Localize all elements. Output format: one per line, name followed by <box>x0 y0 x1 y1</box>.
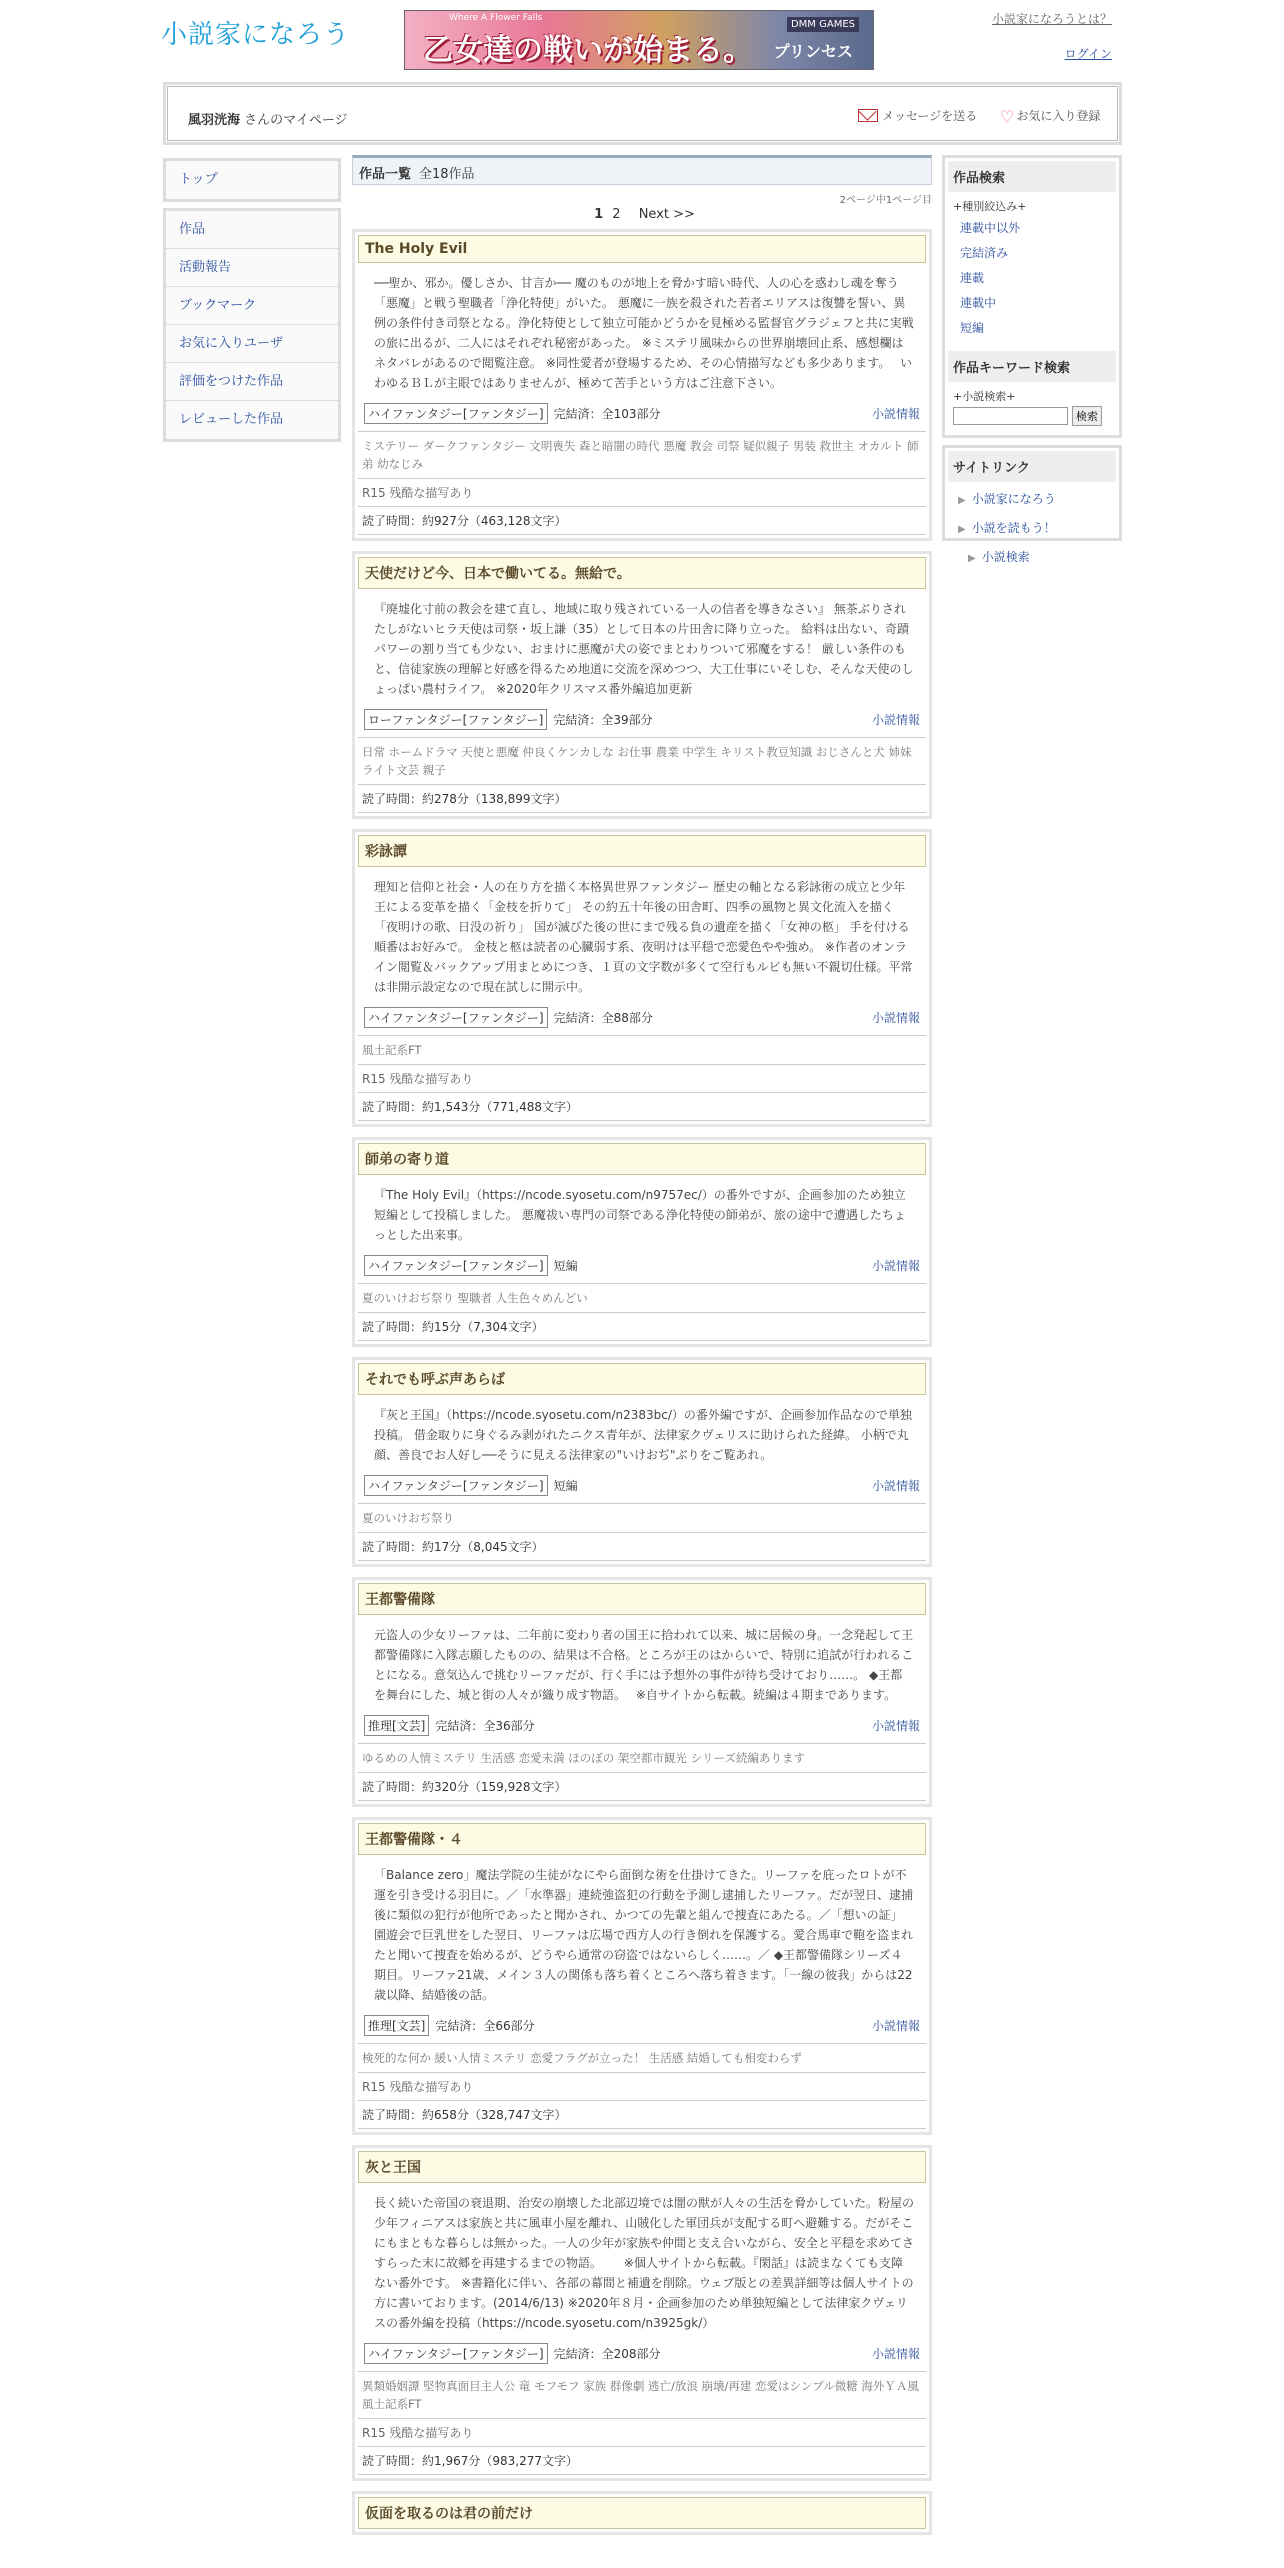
novel-status: 完結済：全208部分 <box>553 2347 661 2361</box>
triangle-icon: ▶ <box>968 553 976 564</box>
novel-info-link[interactable]: 小説情報 <box>871 407 920 421</box>
banner-tagline: Where A Flower Falls <box>449 13 543 23</box>
nav-rated-works[interactable]: 評価をつけた作品 <box>166 363 338 401</box>
novel-keywords: ゆるめの人情ミステリ 生活感 恋愛未満 ほのぼの 架空都市観光 シリーズ続編あります <box>358 1743 926 1772</box>
novel-reading-time: 読了時間：約927分（463,128文字） <box>358 506 926 535</box>
list-heading: 作品一覧 <box>359 167 412 182</box>
novel-info-link[interactable]: 小説情報 <box>871 1011 920 1025</box>
novel-status: 完結済：全39部分 <box>553 713 653 727</box>
list-header <box>352 155 932 185</box>
filter-label: +種別絞込み+ <box>953 200 1027 213</box>
novel-meta-row <box>358 1713 926 1743</box>
novel-excerpt: 理知と信仰と社会・人の在り方を描く本格異世界ファンタジー 歴史の軸となる彩詠術の成立と少年王による変革を描く「金枝を折りて」 その約五十年後の田舎町、四季の風物と異文化流入を描く「夜明けの歌、日没の祈り」 国が滅びた後の世にまで残る負の遺産を描く「女神の柩」 手を付ける順番はお好みで。 金枝と柩は読者の心臓弱す系、夜明けは平穏で恋愛色やや強め。 ※作者のオンライン閲覧＆バックアップ用まとめにつき、１頁の文字数が多くて空行もルビも無い不親切仕様。平常は非開示設定なので現在試しに開示中。 <box>374 880 913 994</box>
filter-not-serial[interactable]: 連載中以外 <box>960 221 1021 235</box>
pager-next[interactable]: Next >> <box>638 207 695 222</box>
novel-title[interactable]: The Holy Evil <box>358 235 926 263</box>
site-link-yomou[interactable] <box>948 511 1116 540</box>
site-links-heading: サイトリンク <box>948 451 1116 482</box>
novel-genre: ハイファンタジー[ファンタジー] <box>364 1007 548 1028</box>
novel-title[interactable]: 仮面を取るのは君の前だけ <box>358 2497 926 2529</box>
nav-favorite-users[interactable]: お気に入りユーザ <box>166 325 338 363</box>
novel-excerpt: ──聖か、邪か。優しさか、甘言か── 魔のものが地上を脅かす暗い時代、人の心を惑わし魂を奪う「悪魔」と戦う聖職者「浄化特使」がいた。 悪魔に一族を殺された若者エリアスは復讐を誓い、異例の条件付き司祭となる。浄化特使として独立可能かどうかを見極める監督官グラジェフと共に実戦の旅に出るが、二人にはそれぞれ秘密があった。 ※ミステリ風味からの世界崩壊回止系、感想欄はネタバレがあるので閲覧注意。 ※同性愛者が登場するため、その心情描写なども多少あります。 いわゆるＢＬが主眼ではありませんが、極めて苦手という方はご注意下さい。 <box>374 276 914 390</box>
search-heading: 作品検索 <box>948 161 1116 192</box>
novel-genre: ハイファンタジー[ファンタジー] <box>364 403 548 424</box>
novel-status: 短編 <box>553 1259 578 1273</box>
novel-genre: 推理[文芸] <box>364 1715 429 1736</box>
novel-status: 完結済：全36部分 <box>435 1719 535 1733</box>
user-bar-inner <box>167 86 1118 141</box>
nav-top[interactable]: トップ <box>166 161 338 199</box>
novel-genre: ローファンタジー[ファンタジー] <box>364 709 547 730</box>
page-info: 2ページ中1ページ目 <box>839 195 932 206</box>
novel-reading-time: 読了時間：約320分（159,928文字） <box>358 1772 926 1801</box>
triangle-icon: ▶ <box>958 495 966 506</box>
novel-status: 短編 <box>553 1479 578 1493</box>
novel-excerpt: 『The Holy Evil』（https://ncode.syosetu.com/n9757ec/）の番外ですが、企画参加のため独立短編として投稿しました。 悪魔祓い専門の司祭である浄化特使の師弟が、旅の途中で遭遇したちょっとした出来事。 <box>374 1188 906 1242</box>
about-link[interactable]: 小説家になろうとは？ <box>991 12 1112 26</box>
send-message-button[interactable] <box>858 107 977 124</box>
novel-title[interactable]: 師弟の寄り道 <box>358 1143 926 1175</box>
novel-info-link[interactable]: 小説情報 <box>871 2347 920 2361</box>
novel-r15: R15 残酷な描写あり <box>358 2072 926 2100</box>
novel-keywords: 夏のいけおぢ祭り <box>358 1503 926 1532</box>
site-logo[interactable]: 小説家になろう <box>161 20 351 50</box>
site-link-label: 小説家になろう <box>971 492 1056 506</box>
novel-genre: ハイファンタジー[ファンタジー] <box>364 2343 548 2364</box>
pager <box>352 207 932 229</box>
keyword-heading: 作品キーワード検索 <box>948 351 1116 382</box>
nav-works[interactable]: 作品 <box>166 211 338 249</box>
novel-genre: ハイファンタジー[ファンタジー] <box>364 1475 548 1496</box>
novel-list <box>352 229 932 2535</box>
novel-entry <box>352 2491 932 2535</box>
mail-icon <box>858 109 878 122</box>
novel-meta-row <box>358 707 926 737</box>
list-count: 全18作品 <box>419 167 475 182</box>
novel-entry <box>352 229 932 541</box>
pager-page-2[interactable]: 2 <box>612 207 621 222</box>
novel-entry <box>352 1137 932 1347</box>
novel-title[interactable]: それでも呼ぶ声あらば <box>358 1363 926 1395</box>
novel-keywords: 検死的な何か 緩い人情ミステリ 恋愛フラグが立った！ 生活感 結婚しても相変わらず <box>358 2043 926 2072</box>
user-title <box>188 109 348 128</box>
keyword-label: +小説検索+ <box>953 390 1016 403</box>
login-link[interactable]: ログイン <box>1064 47 1112 61</box>
site-link-search[interactable] <box>948 540 1116 569</box>
novel-excerpt: 長く続いた帝国の衰退期、治安の崩壊した北部辺境では闇の獣が人々の生活を脅かしていた。粉屋の少年フィニアスは家族と共に風車小屋を離れ、山賊化した軍団兵が支配する町へ避難する。だがそこにもまともな暮らしは無かった。一人の少年が家族や仲間と支え合いながら、安全と平穏を求めてさすらった末に故郷を再建するまでの物語。 ※個人サイトから転載。『閑話』は読まなくても支障ない番外です。 ※書籍化に伴い、各部の幕間と補遺を削除。ウェブ版との差異詳細等は個人サイトの方に書いております。(2014/6/13) ※2020年８月・企画参加のため単独短編として法律家クヴェリスの番外編を投稿（https://ncode.syosetu.com/n3925gk/） <box>374 2196 915 2330</box>
novel-info-link[interactable]: 小説情報 <box>871 1259 920 1273</box>
nav-bookmark[interactable]: ブックマーク <box>166 287 338 325</box>
heart-icon: ♡ <box>1000 107 1015 126</box>
novel-status: 完結済：全88部分 <box>553 1011 653 1025</box>
novel-entry <box>352 1817 932 2135</box>
search-panel <box>942 155 1122 438</box>
novel-r15: R15 残酷な描写あり <box>358 2418 926 2446</box>
novel-title[interactable]: 王都警備隊 <box>358 1583 926 1615</box>
novel-status: 完結済：全66部分 <box>435 2019 535 2033</box>
site-link-syosetu[interactable] <box>948 482 1116 511</box>
novel-excerpt: 『廃墟化寸前の教会を建て直し、地域に取り残されている一人の信者を導きなさい』 無茶ぶりされたしがないヒラ天使は司祭・坂上謙（35）として日本の片田舎に降り立った。 給料は出ない、奇蹟パワーの割り当ても少ない、おまけに悪魔が犬の姿でまとわりついて邪魔をする！ 厳しい条件のもと、信徒家族の理解と好感を得るため地道に交流を深めつつ、大工仕事にいそしむ、そんな天使のしょっぱい農村ライフ。 ※2020年クリスマス番外編追加更新 <box>374 602 914 696</box>
keyword-search-button[interactable]: 検索 <box>1072 406 1102 426</box>
novel-meta-row <box>358 1005 926 1035</box>
novel-genre: ハイファンタジー[ファンタジー] <box>364 1255 548 1276</box>
novel-meta-row <box>358 2013 926 2043</box>
novel-excerpt: 「Balance zero」魔法学院の生徒がなにやら面倒な術を仕掛けてきた。リーファを庇ったロトが不運を引き受ける羽目に。／「水準器」連続強盗犯の行動を予測し逮捕したリーファ。だが翌日、逮捕後に類似の犯行が他所であったと聞かされ、かつての先輩と組んで捜査にあたる。／「想いの証」園遊会で巨乳世をした翌日、リーファは広場で西方人の行き倒れを保護する。愛合馬車で鞄を盗まれたと聞いて捜査を始めるが、どうやら通常の窃盗ではないらしく……。／ ◆王都警備隊シリーズ４期目。リーファ21歳、メイン３人の関係も落ち着くところへ落ち着きます。「一線の彼我」からは22歳以降、結婚後の話。 <box>374 1868 914 2002</box>
novel-title[interactable]: 彩詠譚 <box>358 835 926 867</box>
filter-ongoing[interactable]: 連載中 <box>960 296 997 310</box>
site-links-panel <box>942 445 1122 564</box>
novel-keywords: ミステリー ダークファンタジー 文明喪失 森と暗闇の時代 悪魔 教会 司祭 疑似親子 男装 救世主 オカルト 師弟 幼なじみ <box>358 431 926 478</box>
user-suffix: さんのマイページ <box>244 113 348 128</box>
novel-reading-time: 読了時間：約17分（8,045文字） <box>358 1532 926 1561</box>
banner-sub: プリンセス <box>773 42 853 61</box>
site-link-label: 小説検索 <box>981 550 1030 564</box>
left-nav <box>163 158 341 448</box>
novel-entry <box>352 1357 932 1567</box>
novel-title[interactable]: 灰と王国 <box>358 2151 926 2183</box>
nav-menu-box <box>163 208 341 442</box>
banner-brand: DMM GAMES <box>787 17 859 32</box>
nav-reviewed-works[interactable]: レビューした作品 <box>166 401 338 439</box>
pager-current: 1 <box>594 207 604 222</box>
triangle-icon: ▶ <box>958 524 966 535</box>
header <box>0 0 1284 78</box>
novel-entry <box>352 551 932 819</box>
novel-reading-time: 読了時間：約1,967分（983,277文字） <box>358 2446 926 2475</box>
novel-status: 完結済：全103部分 <box>553 407 661 421</box>
send-message-label: メッセージを送る <box>882 109 978 123</box>
banner-headline: 乙女達の戦いが始まる。 <box>423 33 753 68</box>
ad-banner[interactable] <box>404 10 874 70</box>
user-bar <box>163 82 1122 145</box>
novel-excerpt: 『灰と王国』（https://ncode.syosetu.com/n2383bc/）の番外編ですが、企画参加作品なので単独投稿。 借金取りに身ぐるみ剥がれたニクス青年が、法律家クヴェリスに助けられた経緯。 小柄で丸顔、善良でお人好し──そうに見える法律家の"いけおぢ"ぶりをご覧あれ。 <box>374 1408 912 1462</box>
novel-meta-row <box>358 2341 926 2371</box>
novel-reading-time: 読了時間：約658分（328,747文字） <box>358 2100 926 2129</box>
novel-reading-time: 読了時間：約278分（138,899文字） <box>358 784 926 813</box>
novel-reading-time: 読了時間：約1,543分（771,488文字） <box>358 1092 926 1121</box>
site-link-label: 小説を読もう！ <box>971 521 1056 535</box>
novel-r15: R15 残酷な描写あり <box>358 1064 926 1092</box>
novel-info-link[interactable]: 小説情報 <box>871 2019 920 2033</box>
filter-short[interactable]: 短編 <box>960 321 985 335</box>
nav-top-box <box>163 158 341 202</box>
main-content <box>352 155 932 2545</box>
novel-keywords: 夏のいけおぢ祭り 聖職者 人生色々めんどい <box>358 1283 926 1312</box>
novel-title[interactable]: 王都警備隊・４ <box>358 1823 926 1855</box>
keyword-row <box>948 406 1116 432</box>
novel-info-link[interactable]: 小説情報 <box>871 713 920 727</box>
favorite-register-button[interactable] <box>1000 107 1100 126</box>
favorite-register-label: お気に入り登録 <box>1016 109 1101 123</box>
filter-serial[interactable]: 連載 <box>960 271 985 285</box>
novel-entry <box>352 1577 932 1807</box>
user-name: 風羽洸海 <box>188 113 241 128</box>
novel-keywords: 日常 ホームドラマ 天使と悪魔 仲良くケンカしな お仕事 農業 中学生 キリスト教豆知識 おじさんと犬 姉妹 ライト文芸 親子 <box>358 737 926 784</box>
novel-genre: 推理[文芸] <box>364 2015 429 2036</box>
novel-excerpt: 元盗人の少女リーファは、二年前に変わり者の国王に拾われて以来、城に居候の身。一念発起して王都警備隊に入隊志願したものの、結果は不合格。ところが王のはからいで、特別に追試が行われることになる。意気込んで挑むリーファだが、行く手には予想外の事件が待ち受けており……。 ◆王都を舞台にした、城と街の人々が織り成す物語。 ※自サイトから転載。続編は４期まであります。 <box>374 1628 914 1702</box>
nav-activity[interactable]: 活動報告 <box>166 249 338 287</box>
novel-info-link[interactable]: 小説情報 <box>871 1479 920 1493</box>
novel-meta-row <box>358 1473 926 1503</box>
novel-title[interactable]: 天使だけど今、日本で働いてる。無給で。 <box>358 557 926 589</box>
novel-reading-time: 読了時間：約15分（7,304文字） <box>358 1312 926 1341</box>
novel-keywords: 異類婚姻譚 堅物真面目主人公 竜 モフモフ 家族 群像劇 逃亡/放浪 崩壊/再建 恋愛はシンプル微糖 海外ＹＡ風 風土記系FT <box>358 2371 926 2418</box>
novel-entry <box>352 829 932 1127</box>
novel-meta-row <box>358 1253 926 1283</box>
keyword-input[interactable] <box>953 407 1068 425</box>
filter-completed[interactable]: 完結済み <box>960 246 1009 260</box>
novel-r15: R15 残酷な描写あり <box>358 478 926 506</box>
novel-keywords: 風土記系FT <box>358 1035 926 1064</box>
novel-meta-row <box>358 401 926 431</box>
novel-info-link[interactable]: 小説情報 <box>871 1719 920 1733</box>
novel-entry <box>352 2145 932 2481</box>
